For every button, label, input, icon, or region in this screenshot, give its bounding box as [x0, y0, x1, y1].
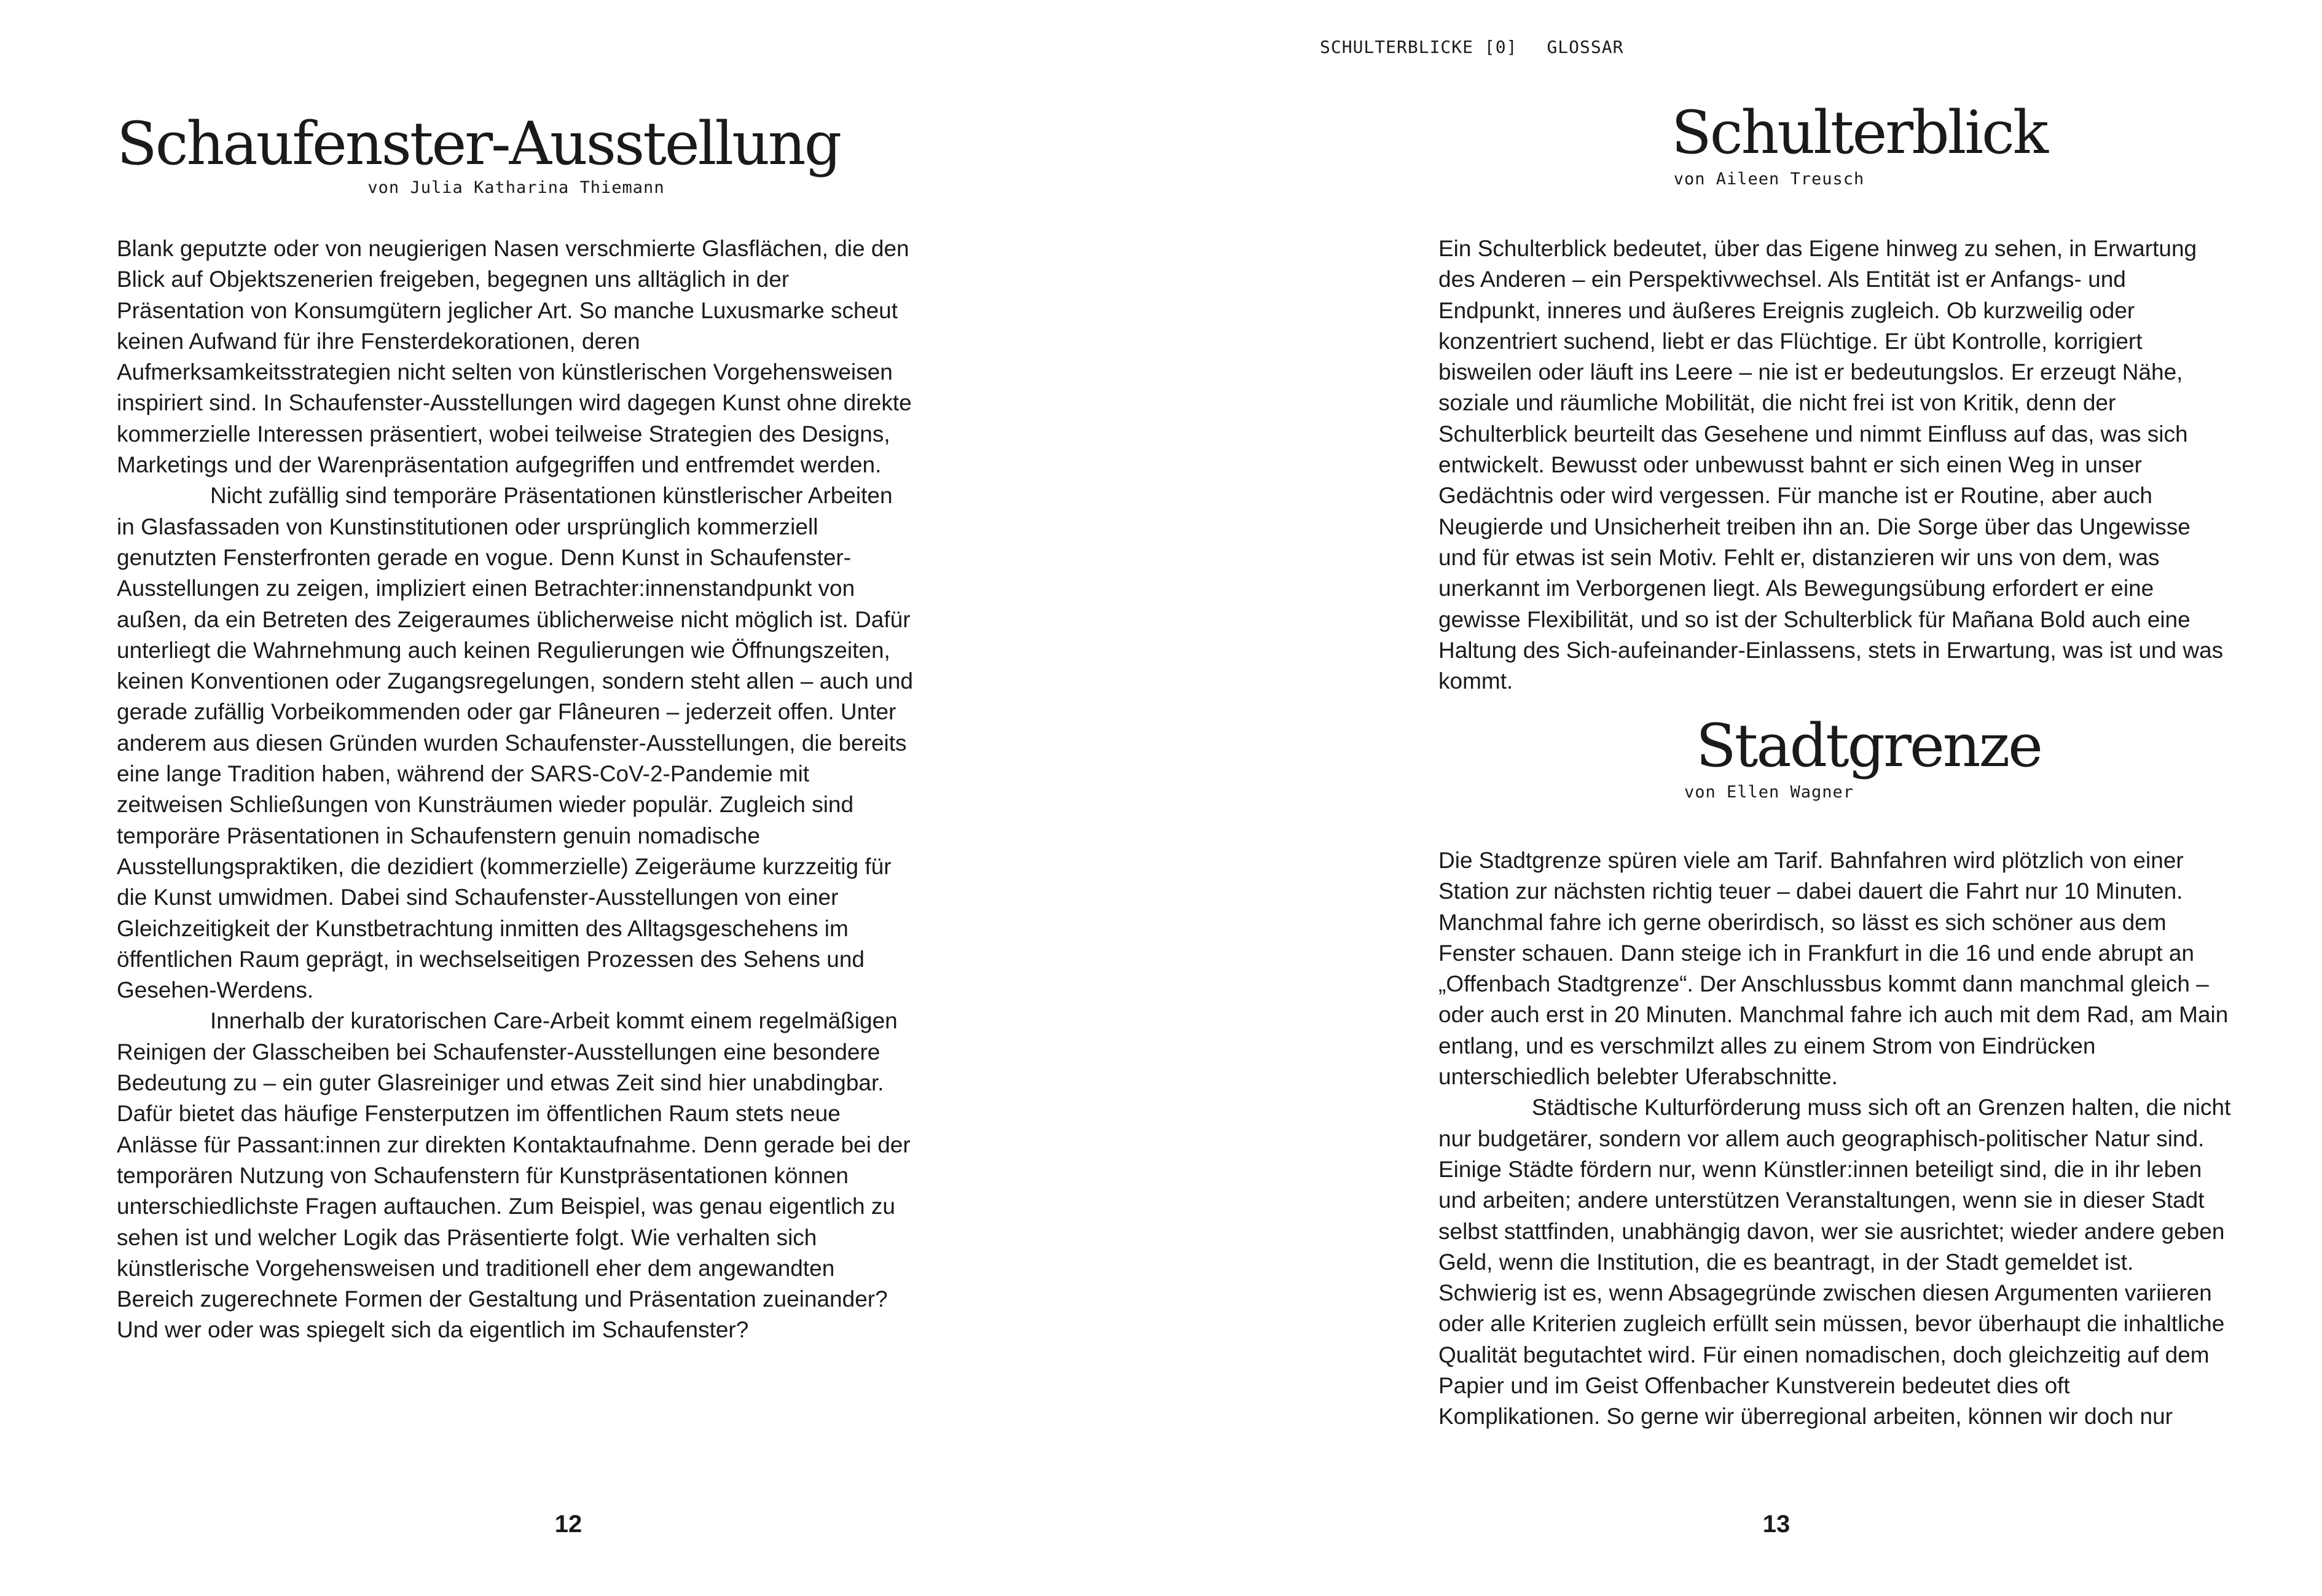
- entry-body: [117, 233, 916, 1346]
- entry-title: Schaufenster-Ausstellung: [117, 109, 841, 178]
- paragraph: Innerhalb der kuratorischen Care-Arbeit kommt einem regelmäßigen Reinigen der Glasscheiben bei Schaufenster-Ausstellungen eine besondere Bedeutung zu – ein guter Glasreiniger und etwas Zeit sind hier unabdingbar. Dafür bietet das häufige Fensterputzen im öffentlichen Raum stets neue Anlässe für Passant:innen zur direkten Kontaktaufnahme. Denn gerade bei der temporären Nutzung von Schaufenstern für Kunstpräsentationen können unterschiedlichste Fragen auftauchen. Zum Beispiel, was genau eigentlich zu sehen ist und welcher Logik das Präsentierte folgt. Wie verhalten sich künstlerische Vorgehensweisen und traditionell eher dem angewandten Bereich zugerechnete Formen der Gestaltung und Präsentation zueinander? Und wer oder was spiegelt sich da eigentlich im Schaufenster?: [117, 1008, 911, 1343]
- running-header-section: GLOSSAR: [1547, 37, 1624, 57]
- entry-title: Stadtgrenze: [1696, 711, 2041, 780]
- entry-author: von Aileen Treusch: [1673, 170, 1865, 189]
- running-header-series: SCHULTERBLICKE [0]: [1320, 37, 1518, 57]
- right-page: [1161, 0, 2322, 1596]
- page-number: 12: [554, 1511, 582, 1538]
- paragraph: Ein Schulterblick bedeutet, über das Eigene hinweg zu sehen, in Erwartung des Anderen – ein Perspektivwechsel. Als Entität ist er Anfangs- und Endpunkt, inneres und äußeres Ereignis zugleich. Ob kurzweilig oder konzentriert suchend, liebt er das Flüchtige. Er übt Kontrolle, korrigiert bisweilen oder läuft ins Leere – nie ist er bedeutungslos. Er erzeugt Nähe, soziale und räumliche Mobilität, die nicht frei ist von Kritik, denn der Schulterblick beurteilt das Gesehene und nimmt Einfluss auf das, was sich entwickelt. Bewusst oder unbewusst bahnt er sich einen Weg in unser Gedächtnis oder wird vergessen. Für manche ist er Routine, aber auch Neugierde und Unsicherheit treiben ihn an. Die Sorge über das Ungewisse und für etwas ist sein Motiv. Fehlt er, distanzieren wir uns von dem, was unerkannt im Verborgenen liegt. Als Bewegungsübung erfordert er eine gewisse Flexibilität, und so ist der Schulterblick für Mañana Bold auch eine Haltung des Sich-aufeinander-Einlassens, stets in Erwartung, was ist und was kommt.: [1438, 236, 2224, 694]
- entry-author: von Julia Katharina Thiemann: [367, 178, 665, 197]
- entry-title: Schulterblick: [1671, 98, 2047, 167]
- entry-author: von Ellen Wagner: [1684, 783, 1854, 802]
- paragraph: Blank geputzte oder von neugierigen Nasen verschmierte Glasflächen, die den Blick auf Objektszenerien freigeben, begegnen uns alltäglich in der Präsentation von Konsumgütern jeglicher Art. So manche Luxusmarke scheut keinen Aufwand für ihre Fensterdekorationen, deren Aufmerksamkeitsstrategien nicht selten von künstlerischen Vorgehensweisen inspiriert sind. In Schaufenster-Ausstellungen wird dagegen Kunst ohne direkte kommerzielle Interessen präsentiert, wobei teilweise Strategien des Designs, Marketings und der Warenpräsentation aufgegriffen und entfremdet werden.: [117, 236, 912, 478]
- paragraph: Nicht zufällig sind temporäre Präsentationen künstlerischer Arbeiten in Glasfassaden von Kunstinstitutionen oder ursprünglich kommerziell genutzten Fensterfronten gerade en vogue. Denn Kunst in Schaufenster-Ausstellungen zu zeigen, impliziert einen Betrachter:innenstandpunkt von außen, da ein Betreten des Zeigeraumes üblicherweise nicht möglich ist. Dafür unterliegt die Wahrnehmung auch keinen Regulierungen wie Öffnungszeiten, keinen Konventionen oder Zugangsregelungen, sondern steht allen – auch und gerade zufällig Vorbeikommenden oder gar Flâneuren – jederzeit offen. Unter anderem aus diesen Gründen wurden Schaufenster-Ausstellungen, die bereits eine lange Tradition haben, während der SARS-CoV-2-Pandemie mit zeitweisen Schließungen von Kunsträumen wieder populär. Zugleich sind temporäre Präsentationen in Schaufenstern genuin nomadische Ausstellungspraktiken, die dezidiert (kommerzielle) Zeigeräume kurzzeitig für die Kunst umwidmen. Dabei sind Schaufenster-Ausstellungen von einer Gleichzeitigkeit der Kunstbetrachtung inmitten des Alltagsgeschehens im öffentlichen Raum geprägt, in wechselseitigen Prozessen des Sehens und Gesehen-Werdens.: [117, 483, 913, 1003]
- paragraph: Die Stadtgrenze spüren viele am Tarif. Bahnfahren wird plötzlich von einer Station zur nächsten richtig teuer – dabei dauert die Fahrt nur 10 Minuten. Manchmal fahre ich gerne oberirdisch, so lässt es sich schöner aus dem Fenster schauen. Dann steige ich in Frankfurt in die 16 und ende abrupt an „Offenbach Stadtgrenze“. Der Anschlussbus kommt dann manchmal gleich – oder auch erst in 20 Minuten. Manchmal fahre ich auch mit dem Rad, am Main entlang, und es verschmilzt alles zu einem Strom von Eindrücken unterschiedlich belebter Uferabschnitte.: [1438, 848, 2229, 1090]
- entry-body: [1438, 233, 2234, 697]
- entry-body: [1438, 845, 2234, 1433]
- paragraph: Städtische Kulturförderung muss sich oft an Grenzen halten, die nicht nur budgetärer, sondern vor allem auch geographisch-politischer Natur sind. Einige Städte fördern nur, wenn Künstler:innen beteiligt sind, die in ihr leben und arbeiten; andere unterstützen Veranstaltungen, wenn sie in dieser Stadt selbst stattfinden, unabhängig davon, wer sie ausrichtet; wieder andere geben Geld, wenn die Institution, die es beantragt, in der Stadt gemeldet ist. Schwierig ist es, wenn Absagegründe zwischen diesen Argumenten variieren oder alle Kriterien zugleich erfüllt sein müssen, bevor überhaupt die inhaltliche Qualität begutachtet wird. Für einen nomadischen, doch gleichzeitig auf dem Papier und im Geist Offenbacher Kunstverein bedeutet dies oft Komplikationen. So gerne wir überregional arbeiten, können wir doch nur: [1438, 1095, 2231, 1430]
- page-number: 13: [1762, 1511, 1791, 1538]
